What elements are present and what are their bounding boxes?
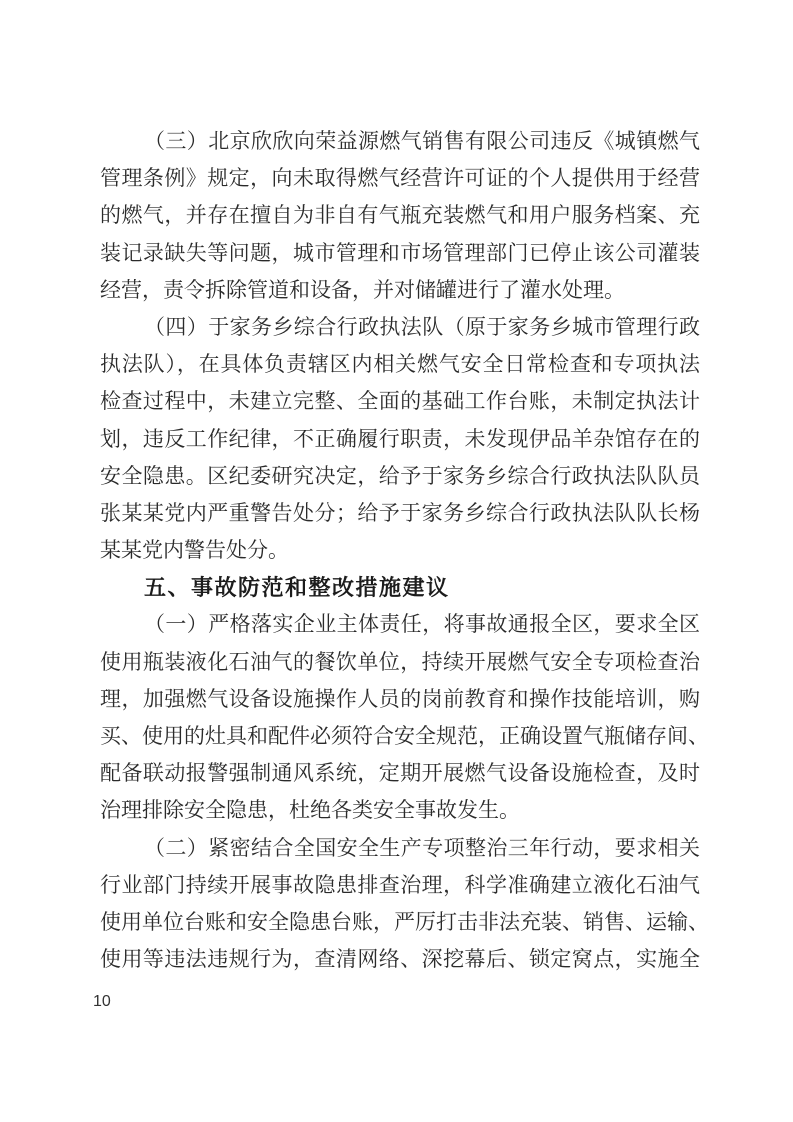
document-body [100,123,709,978]
text-line: 使用等违法违规行为，查清网络、深挖幕后、锁定窝点，实施全 [100,947,700,972]
text-line: 理，加强燃气设备设施操作人员的岗前教育和操作技能培训，购 [100,686,700,711]
text-line: 经营，责令拆除管道和设备，并对储罐进行了灌水处理。 [100,277,625,302]
text-line: 执法队），在具体负责辖区内相关燃气安全日常检查和专项执法 [100,352,700,377]
text-line: 买、使用的灶具和配件必须符合安全规范，正确设置气瓶储存间、 [100,724,709,748]
text-line: 检查过程中，未建立完整、全面的基础工作台账，未制定执法计 [100,389,700,414]
text-line: 管理条例》规定，向未取得燃气经营许可证的个人提供用于经营 [100,166,700,191]
text-line: （三）北京欣欣向荣益源燃气销售有限公司违反《城镇燃气 [144,129,700,153]
section-5-heading: 五、事故防范和整改措施建议 [144,575,450,601]
text-line: 划，违反工作纪律，不正确履行职责，未发现伊品羊杂馆存在的 [100,426,700,451]
text-line: 某某党内警告处分。 [100,538,289,563]
text-line: 使用瓶装液化石油气的餐饮单位，持续开展燃气安全专项检查治 [100,649,700,674]
text-line: （四）于家务乡综合行政执法队（原于家务乡城市管理行政 [144,314,700,339]
text-line: 张某某党内严重警告处分；给予于家务乡综合行政执法队队长杨 [100,500,700,525]
text-line: 配备联动报警强制通风系统，定期开展燃气设备设施检查，及时 [100,761,700,786]
text-line: 安全隐患。区纪委研究决定，给予于家务乡综合行政执法队队员 [100,463,700,488]
text-line: 行业部门持续开展事故隐患排查治理，科学准确建立液化石油气 [100,872,700,897]
text-line: 装记录缺失等问题，城市管理和市场管理部门已停止该公司灌装 [100,240,700,265]
text-line: 使用单位台账和安全隐患台账，严厉打击非法充装、销售、运输、 [100,909,709,934]
text-line: （一）严格落实企业主体责任，将事故通报全区，要求全区 [144,612,700,637]
text-line: 的燃气，并存在擅自为非自有气瓶充装燃气和用户服务档案、充 [100,203,700,228]
text-line: （二）紧密结合全国安全生产专项整治三年行动，要求相关 [144,835,700,860]
page-number: 10 [93,993,111,1010]
text-line: 治理排除安全隐患，杜绝各类安全事故发生。 [100,798,520,823]
